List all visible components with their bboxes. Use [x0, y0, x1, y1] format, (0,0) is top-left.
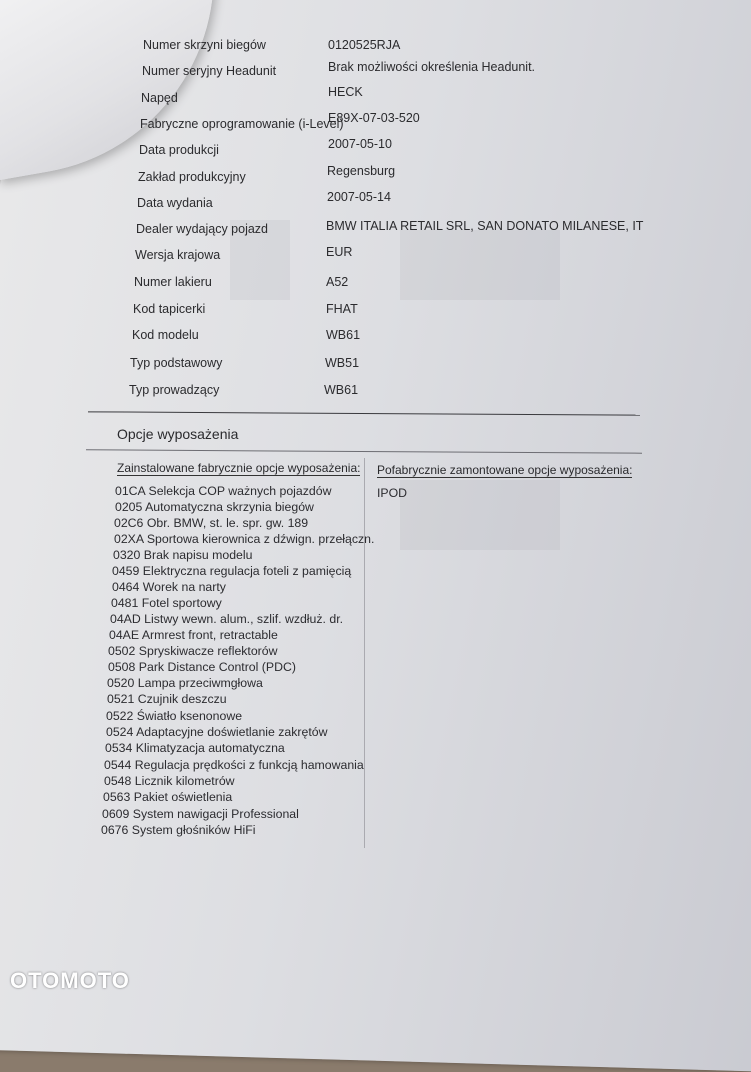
info-value: 0120525RJA [328, 38, 401, 52]
info-value: 2007-05-14 [327, 190, 391, 204]
list-item: 02XA Sportowa kierownica z dźwign. przełączn. [114, 532, 375, 546]
list-item: 0522 Światło ksenonowe [106, 709, 243, 723]
info-label: Wersja krajowa [135, 248, 221, 262]
info-value: Brak możliwości określenia Headunit. [328, 60, 536, 74]
list-item: 0205 Automatyczna skrzynia biegów [115, 500, 314, 514]
list-item: 0524 Adaptacyjne doświetlanie zakrętów [106, 725, 328, 739]
section-divider [88, 411, 640, 415]
list-item: 04AD Listwy wewn. alum., szlif. wzdłuż. dr. [110, 612, 344, 626]
factory-options-heading-text: Zainstalowane fabrycznie opcje wyposażenia: [117, 461, 361, 475]
list-item: 0508 Park Distance Control (PDC) [108, 660, 296, 674]
otomoto-watermark: OTOMOTO [10, 968, 130, 993]
aftermarket-options-heading-text: Pofabrycznie zamontowane opcje wyposażenia: [377, 463, 633, 477]
list-item: 0481 Fotel sportowy [111, 596, 222, 610]
info-value: E89X-07-03-520 [328, 111, 420, 125]
section-title-underline [86, 449, 642, 453]
info-value: 2007-05-10 [328, 137, 392, 151]
list-item: 0521 Czujnik deszczu [107, 692, 227, 706]
info-label: Numer seryjny Headunit [142, 64, 277, 78]
options-section-title: Opcje wyposażenia [117, 426, 239, 442]
factory-options-heading [117, 461, 360, 475]
list-item: 0464 Worek na narty [112, 580, 226, 594]
info-value: Regensburg [327, 164, 396, 178]
list-item: 04AE Armrest front, retractable [109, 628, 278, 642]
list-item: 0609 System nawigacji Professional [102, 807, 299, 821]
info-label: Typ podstawowy [130, 356, 223, 370]
list-item: 0520 Lampa przeciwmgłowa [107, 676, 263, 690]
list-item: 0563 Pakiet oświetlenia [103, 790, 233, 804]
info-value: WB51 [325, 356, 360, 370]
aftermarket-options-heading [377, 463, 632, 477]
info-value: WB61 [324, 383, 359, 397]
info-label: Napęd [141, 91, 178, 105]
info-label: Data wydania [137, 196, 213, 210]
info-value: A52 [326, 275, 349, 289]
list-item: 0320 Brak napisu modelu [113, 548, 253, 562]
info-value: FHAT [326, 302, 358, 316]
info-label: Data produkcji [139, 143, 219, 157]
info-label: Fabryczne oprogramowanie (i-Level) [140, 117, 344, 131]
info-label: Kod tapicerki [133, 302, 206, 316]
info-label: Typ prowadzący [129, 383, 220, 397]
column-divider [364, 458, 365, 848]
list-item: 02C6 Obr. BMW, st. le. spr. gw. 189 [114, 516, 309, 530]
list-item: 0676 System głośników HiFi [101, 823, 256, 837]
list-item: 0544 Regulacja prędkości z funkcją hamowania [104, 758, 364, 772]
list-item: IPOD [377, 486, 408, 500]
bleed-through-mark [400, 230, 560, 300]
list-item: 01CA Selekcja COP ważnych pojazdów [115, 484, 332, 498]
info-value: HECK [328, 85, 363, 99]
info-value: WB61 [326, 328, 361, 342]
list-item: 0548 Licznik kilometrów [104, 774, 235, 788]
info-label: Zakład produkcyjny [138, 170, 246, 184]
info-label: Numer skrzyni biegów [143, 38, 266, 52]
info-label: Dealer wydający pojazd [136, 222, 269, 236]
list-item: 0459 Elektryczna regulacja foteli z pamięcią [112, 564, 352, 578]
bleed-through-mark [400, 480, 560, 550]
info-value: BMW ITALIA RETAIL SRL, SAN DONATO MILANESE, IT [326, 219, 644, 233]
info-label: Kod modelu [132, 328, 199, 342]
info-value: EUR [326, 245, 353, 259]
info-label: Numer lakieru [134, 275, 212, 289]
list-item: 0502 Spryskiwacze reflektorów [108, 644, 278, 658]
list-item: 0534 Klimatyzacja automatyczna [105, 741, 285, 755]
